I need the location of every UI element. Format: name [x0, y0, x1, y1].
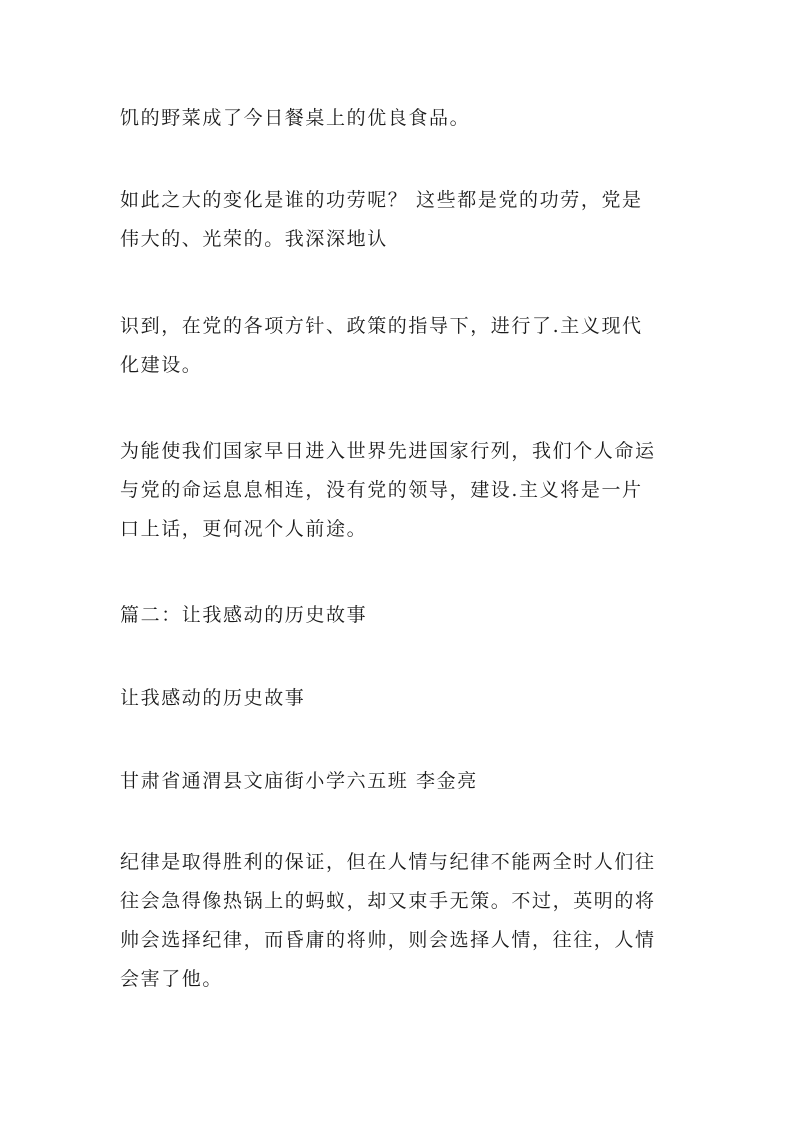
- text-line: 与党的命运息息相连，没有党的领导，建设.主义将是一片: [120, 479, 643, 501]
- text-line: 饥的野菜成了今日餐桌上的优良食品。: [120, 107, 471, 129]
- title-line: 让我感动的历史故事: [120, 687, 306, 709]
- paragraph-5: [120, 843, 676, 999]
- text-line: 伟大的、光荣的。我深深地认: [120, 228, 388, 250]
- text-line: 口上话，更何况个人前途。: [120, 518, 368, 540]
- paragraph-4: [120, 432, 676, 549]
- text-line: 如此之大的变化是谁的功劳呢？ 这些都是党的功劳，党是: [120, 189, 643, 211]
- paragraph-1: [120, 99, 676, 138]
- text-line: 会害了他。: [120, 968, 224, 990]
- text-line: 纪律是取得胜利的保证，但在人情与纪律不能两全时人们往: [120, 851, 656, 873]
- section-heading: [120, 596, 676, 635]
- text-line: 往会急得像热锅上的蚂蚁，却又束手无策。不过，英明的将: [120, 890, 656, 912]
- paragraph-2: [120, 181, 676, 259]
- text-line: 识到，在党的各项方针、政策的指导下，进行了.主义现代: [120, 315, 643, 337]
- author-text: 甘肃省通渭县文庙街小学六五班 李金亮: [120, 770, 478, 792]
- author-line: [120, 762, 676, 801]
- paragraph-3: [120, 307, 676, 385]
- text-line: 为能使我们国家早日进入世界先进国家行列，我们个人命运: [120, 440, 656, 462]
- heading-line: 篇二：让我感动的历史故事: [120, 604, 368, 626]
- article-title: [120, 679, 676, 718]
- text-line: 帅会选择纪律，而昏庸的将帅，则会选择人情，往往，人情: [120, 929, 656, 951]
- text-line: 化建设。: [120, 354, 203, 376]
